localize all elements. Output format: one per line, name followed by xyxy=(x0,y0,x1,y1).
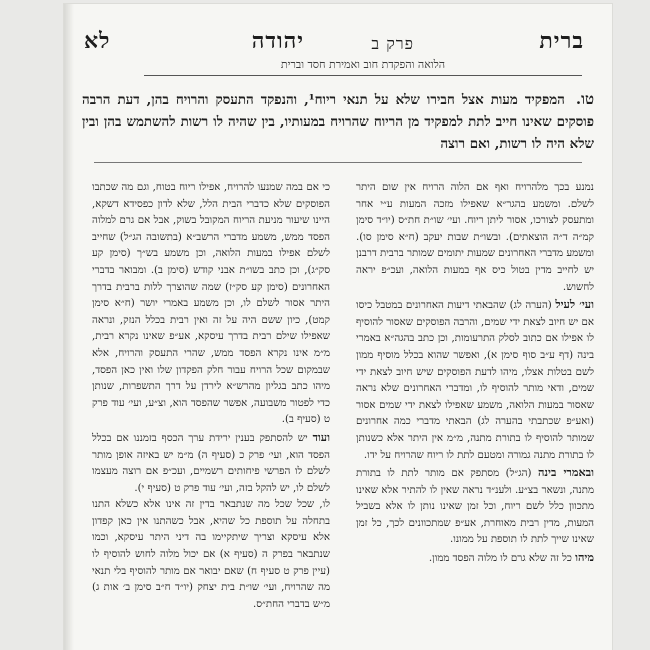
footnote-paragraph: לו, שכל שכל מה שנתבאר בדין זה אינו אלא כשלא התנו בתחלה על תוספת כל שהיא, אבל כשהתנו אין כאן קפדון אלא עיסקא וצריך שיתקיימו בה דיני היתר עיסקא, וכמו שנתבאר בפרק ה (סעיף א) אם יכול מלוה לחוש להוסיף לו (עיין פרק ט סעיף ח) שאם יבואר אם מותר להוסיף בלי תנאי מה שהרויח, ועי׳ שו״ת בית יצחק (יו״ד ח״ב סימן ב׳ אות ג) מ״ש בדברי החת״ס. xyxy=(92,499,330,610)
chapter-label: פרק ב xyxy=(371,34,414,53)
footnotes-right-column xyxy=(356,180,594,648)
main-paragraph xyxy=(82,88,594,155)
footnote-paragraph: ובאמרי בינה (הג״ל) מסתפק אם מותר לתת לו בתורת מתנה, ונשאר בצ״ע. ולענ״ד נראה שאין לו להתיר אלא שאינו מתכוון כלל לשם ריוח, וכל זמן שאינו נותן לו אלא בשביל המעות, מדין רבית מאוחרת, אע״פ שמתכוונים לכך, כל זמן שאינו שייך לתת לו תוספת על ממונו. xyxy=(356,465,594,546)
document-page xyxy=(64,4,612,650)
footnote-paragraph: ועוד יש להסתפק בענין ירידת ערך הכסף בזמננו אם בכלל הפסד הוא, ועי׳ פרק כ (סעיף ה) מ״מ יש באיזה אופן מותר לשלם לו הפרשי פיחותים רשמיים, ועכ״פ אם רוצה מעצמו לשלם לו, יש להקל בזה, ועי׳ עוד פרק ט (סעיף י). xyxy=(92,429,330,494)
footnotes-left-column xyxy=(92,180,330,648)
page-number: לא xyxy=(84,28,111,54)
footnote-lead: מיהו xyxy=(575,550,594,565)
chapter-subtitle: הלואה והפקדת חוב ואמירת חסד וברית xyxy=(144,58,582,76)
running-head xyxy=(72,26,604,56)
section-title: יהודה xyxy=(251,28,304,54)
footnote-lead: ועוד xyxy=(312,429,330,444)
footnote-lead: ובאמרי בינה xyxy=(537,465,594,480)
footnote-paragraph: כי אם במה שמנעו להרויח, אפילו ריוח בטוח, וגם מה שכתבו הפוסקים שלא כדברי הבית הלל, שלא לדון כפסידא דשקא, היינו שיעור מניעת הריוח המקובל בשוק, אבל אם גרם למלוה הפסד ממש, משמע מדברי הרשב״א (בתשובה הג״ל) שחייב לשלם אפילו במעות הלואה, וכן משמע בש״ך (סימן קע סק״ג), וכן כתב בשו״ת אבני קודש (סימן ב). ומבואר בדברי האחרונים (סימן קע סק״ז) שמה שהוצרך ללות ברבית בדרך היתר אסור לשלם לו, וכן משמע באמרי יושר (ח״א סימן קמט), כיון ששם היה על זה ואין רבית בכלל הנזק, ונראה שאפילו שילם רבית בדרך עיסקא, אע״פ שאינו נקרא רבית, מ״מ אינו נקרא הפסד ממש, שהרי התעסק והרויח, אלא שבמקום שכל הרויח עבור חלק הפקדון שלו ואין כאן הפסד, מיהו כתב בגליון מהרש״א לירדן על דרך התשפרות, שנותן כדי לפטור משבועה, אפשר שהפסד הוא, וצ״ע, ועי׳ עוד פרק ט (סעיף ב). xyxy=(92,182,330,426)
footnote-paragraph: ועי׳ לעיל (הערה לג) שהבאתי דיעות האחרונים במטבל כיסו אם יש חיוב לצאת ידי שמים, והרבה הפוסקים שאסור להוסיף לו אפילו אם כתוב לסלק התרעומות, וכן כתב בהגה״א באמרי בינה (דף ע״ב סוף סימן א), ואפשר שהוא בכלל מוסיף ממון לשם בטלות אצלו, מיהו לדעת הפוסקים שיש חיוב לצאת ידי שמים, ודאי מותר להוסיף לו, ומדברי האחרונים שלא נראה שאסור במעות הלואה, משמע שאפילו לצאת ידי שמים אסור (ואע״פ שכתבתי בהערה לג) הבאתי מדברי כמה אחרונים שמותר להוסיף לו בתורת מתנה, מ״מ אין היתר אלא כשנותן לו בתורת מתנה גמורה ומטעם לתת לו ריוח שהרויח על ידו. xyxy=(356,297,594,461)
binding-shadow xyxy=(64,4,74,650)
footnote-paragraph: מיהו כל זה שלא גרם לו מלוה הפסד ממון. xyxy=(428,550,594,565)
separator-line xyxy=(94,162,582,163)
paragraph-number: טו. xyxy=(575,90,595,108)
footnote-lead: ועי׳ לעיל xyxy=(555,297,594,312)
main-paragraph-text: המפקיד מעות אצל חבירו שלא על תנאי ריוח¹, והנפקד התעסק והרויח בהן, דעת הרבה פוסקים שאינו חייב לתת למפקיד מן הריוח שהרויח במעותיו, בין שהיה לו רשות להשתמש בהן ובין שלא היה לו רשות, ואם רוצה xyxy=(82,92,594,152)
footnote-paragraph: נמנע בכך מלהרויח ואף אם הלוה הרויח אין שום היתר לשלם. ומשמע בהגר״א שאפילו מזכה המעות ע״י אחר ומתעסק לצורכו, אסור ליתן ריוח. ועי׳ שו״ת חת״ס (יו״ד סימן קמ״ה ד״ה הוצאתים). ובשו״ת שבות יעקב (ח״א סימן סו). ומשמע מדברי האחרונים שמעות יתומים שמותר ברבית דרבנן יש לחייב מדין בטול כיס אף במעות הלואה, ועכ״פ יראה לחשוש. xyxy=(356,182,594,293)
book-title: ברית xyxy=(539,28,584,54)
